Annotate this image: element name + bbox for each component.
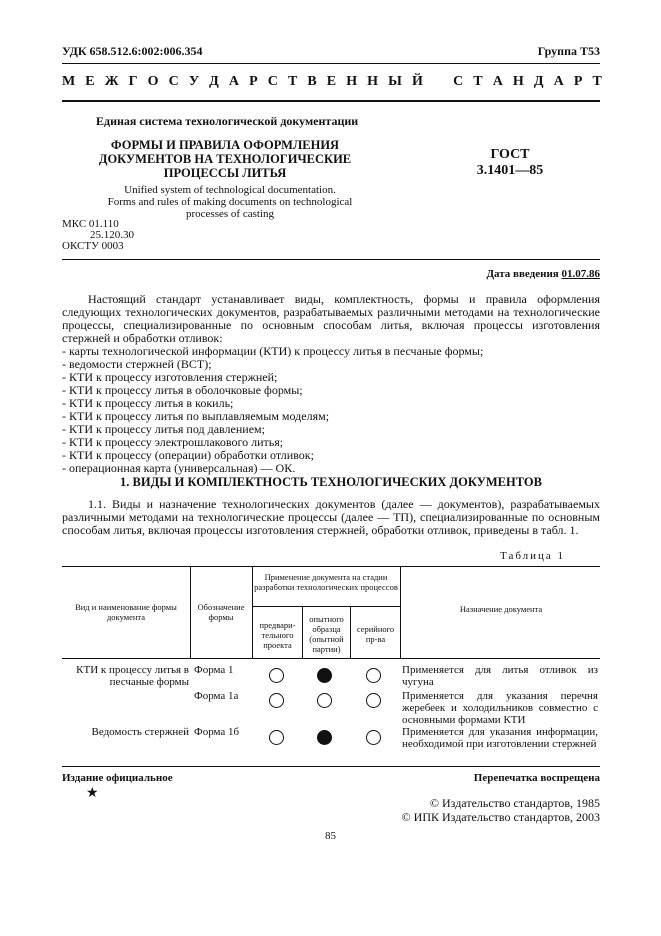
- banner-letter: С: [168, 74, 179, 89]
- gost-label: ГОСТ: [490, 147, 530, 162]
- english-title: [100, 184, 360, 220]
- table-col-divider: [400, 566, 401, 658]
- section-1-title: 1. ВИДЫ И КОМПЛЕКТНОСТЬ ТЕХНОЛОГИЧЕСКИХ ДОКУМЕНТОВ: [120, 475, 542, 489]
- group-code: Группа Т53: [537, 44, 600, 58]
- copyright-1985: © Издательство стандартов, 1985: [429, 796, 600, 810]
- introduction: [62, 293, 600, 475]
- star-icon: ★: [86, 786, 99, 801]
- banner-letter: Ж: [104, 74, 119, 89]
- header-preliminary-project: предвари-тельного проекта: [259, 620, 296, 650]
- table-header-bottom-border: [62, 658, 600, 659]
- banner-letter: М: [62, 74, 76, 89]
- reprint-prohibited: Перепечатка воспрещена: [473, 772, 600, 784]
- introduction-date-label: Дата введения: [486, 268, 559, 280]
- title-line-2: ДОКУМЕНТОВ НА ТЕХНОЛОГИЧЕСКИЕ: [98, 152, 352, 166]
- table-cell-form: Форма 1а: [194, 690, 239, 702]
- list-item: - КТИ к процессу (операции) обработки отливок;: [62, 448, 314, 462]
- table-cell-form: Форма 1: [194, 664, 234, 676]
- header-serial-production: серийного пр-ва: [356, 624, 395, 644]
- section-1-paragraph: 1.1. Виды и назначение технологических документов (далее — документов), разрабатываемых различными методами на технологические процессы (далее — ТП), специализированные по основным способам литья, включая процессы изготовления стержней, обработки отливок, приведены в табл. 1.: [62, 497, 600, 537]
- english-title-line-1: Unified system of technological documentation.: [124, 184, 336, 196]
- circle-empty-icon: [366, 668, 381, 683]
- list-item: - КТИ к процессу электрошлакового литья;: [62, 435, 284, 449]
- list-item: - КТИ к процессу литья под давлением;: [62, 422, 265, 436]
- circle-filled-icon: [317, 668, 332, 683]
- banner-letter: Т: [592, 74, 602, 89]
- header-form-code: Обозначение формы: [197, 602, 245, 622]
- banner-rule: [62, 100, 600, 102]
- document-title: [80, 138, 370, 180]
- banner-letter: С: [267, 74, 278, 89]
- banner-letter: О: [147, 74, 159, 89]
- footer-rule: [62, 766, 600, 767]
- banner-letter: А: [492, 74, 503, 89]
- banner-letter: А: [228, 74, 240, 89]
- list-item: - операционная карта (универсальная) — ОК.: [62, 461, 296, 475]
- table-col-divider: [190, 566, 191, 658]
- list-item: - КТИ к процессу литья в кокиль;: [62, 396, 234, 410]
- table-top-border: [62, 566, 600, 567]
- table-subheader-line: [252, 606, 400, 607]
- banner-letter: Т: [473, 74, 483, 89]
- table-caption: Таблица 1: [500, 550, 566, 562]
- header-doc-name: Вид и наименование формы документа: [75, 602, 177, 622]
- mks-code: МКС 01.110: [62, 218, 119, 230]
- title-line-3: ПРОЦЕССЫ ЛИТЬЯ: [163, 166, 287, 180]
- banner-letter: А: [553, 74, 564, 89]
- english-title-line-2: Forms and rules of making documents on technological: [107, 196, 353, 208]
- title-rule: [62, 259, 600, 260]
- table-cell-purpose: Применяется для указания перечня жеребеек и холодильников совместно с основными формами КТИ: [402, 690, 598, 726]
- banner-letter: У: [188, 74, 200, 89]
- copyright-2003: © ИПК Издательство стандартов, 2003: [401, 810, 600, 824]
- circle-filled-icon: [317, 730, 332, 745]
- table-cell-purpose: Применяется для литья отливок из чугуна: [402, 664, 598, 688]
- english-title-line-3: processes of casting: [186, 208, 274, 220]
- header-application-stage: Применение документа на стадии разработки технологических процессов: [254, 572, 398, 592]
- banner-letter: Р: [573, 74, 583, 89]
- circle-empty-icon: [317, 693, 332, 708]
- gost-designation: [460, 147, 560, 179]
- list-item: - КТИ к процессу изготовления стержней;: [62, 370, 278, 384]
- okstu-code: ОКСТУ 0003: [62, 240, 124, 252]
- title-line-1: ФОРМЫ И ПРАВИЛА ОФОРМЛЕНИЯ: [110, 138, 340, 152]
- banner-letter: Н: [512, 74, 524, 89]
- table-cell-form: Форма 1б: [194, 726, 240, 738]
- banner-letter: С: [453, 74, 464, 89]
- document-types-list: [62, 345, 600, 475]
- circle-empty-icon: [366, 730, 381, 745]
- circle-empty-icon: [269, 693, 284, 708]
- introduction-date-value: 01.07.86: [561, 268, 600, 280]
- official-edition: Издание официальное: [62, 772, 173, 784]
- page-number: 85: [325, 830, 336, 842]
- intro-paragraph: Настоящий стандарт устанавливает виды, комплектность, формы и правила оформления следующих технологических документов, разрабатываемых различными методами на технологические процессы, специализированные по основным способам литья, включая процессы изготовления стержней и обработки отливок:: [62, 292, 600, 345]
- circle-empty-icon: [269, 730, 284, 745]
- banner-letter: В: [307, 74, 317, 89]
- table-cell-doc-name: Ведомость стержней: [91, 726, 189, 738]
- banner-letter: Й: [411, 74, 423, 89]
- banner-letter: Н: [346, 74, 358, 89]
- header-prototype: опытного образца (опытной партии): [309, 614, 344, 654]
- list-item: - ведомости стержней (ВСТ);: [62, 357, 212, 371]
- introduction-date: [440, 268, 600, 280]
- table-cell-doc-name: КТИ к процессу литья в песчаные формы: [76, 664, 189, 688]
- banner-letter: Е: [326, 74, 337, 89]
- banner-letter: Г: [128, 74, 138, 89]
- table-1: [62, 566, 600, 761]
- circle-empty-icon: [366, 693, 381, 708]
- list-item: - карты технологической информации (КТИ) к процессу литья в песчаные формы;: [62, 344, 484, 358]
- banner-letter: Е: [85, 74, 95, 89]
- header-purpose: Назначение документа: [459, 604, 543, 614]
- circle-empty-icon: [269, 668, 284, 683]
- system-name: Единая система технологической документации: [96, 114, 359, 128]
- banner-letter: Р: [249, 74, 258, 89]
- banner-letter: Д: [533, 74, 544, 89]
- gost-number: 3.1401—85: [476, 163, 544, 178]
- list-item: - КТИ к процессу литья в оболочковые формы;: [62, 383, 303, 397]
- udk-code: УДК 658.512.6:002:006.354: [62, 44, 203, 58]
- table-cell-purpose: Применяется для указания информации, необходимой при изготовлении стержней: [402, 726, 598, 750]
- banner-letter: Д: [209, 74, 219, 89]
- list-item: - КТИ к процессу литья по выплавляемым моделям;: [62, 409, 330, 423]
- top-rule: [62, 63, 600, 64]
- mks-code-2: 25.120.30: [90, 229, 134, 241]
- standard-banner: [62, 74, 602, 90]
- banner-letter: Н: [367, 74, 379, 89]
- banner-letter: Ы: [388, 74, 402, 89]
- classification-codes: [62, 219, 134, 252]
- banner-letter: Т: [287, 74, 298, 89]
